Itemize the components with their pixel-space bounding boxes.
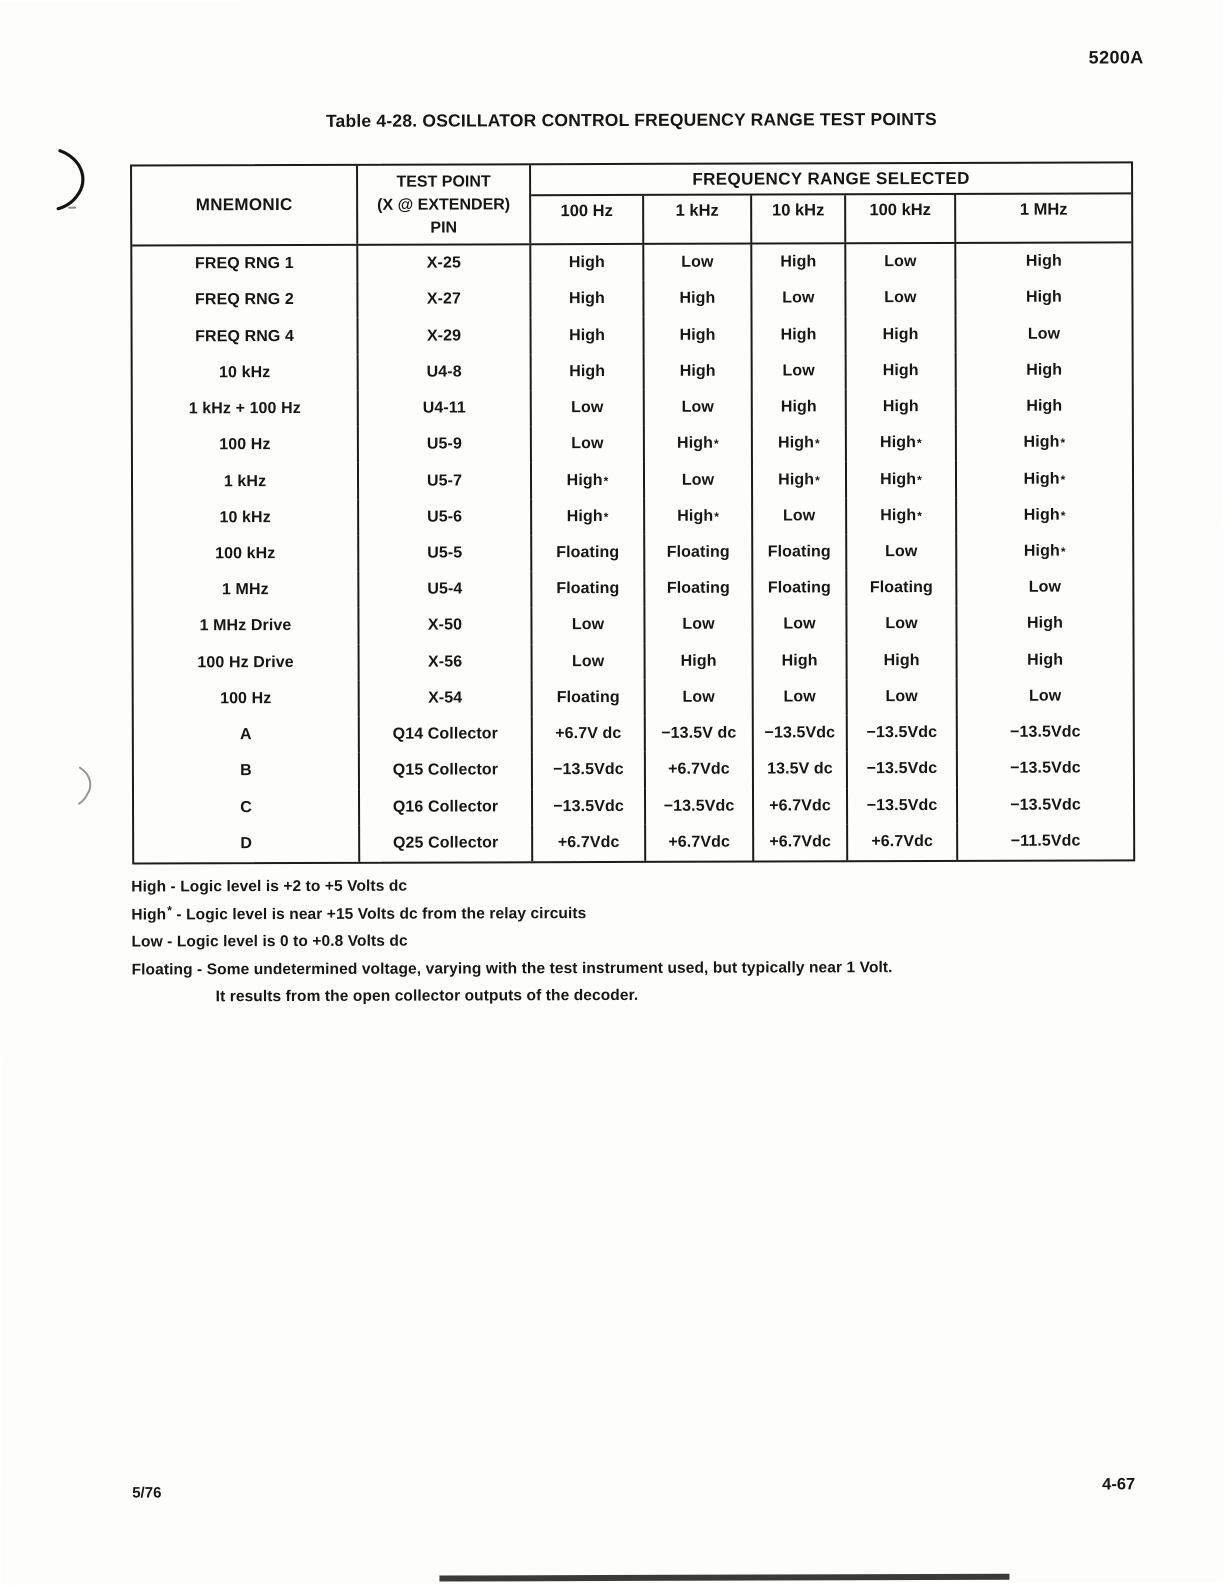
value-cell: High: [645, 353, 753, 390]
test-point-cell: U5-4: [359, 571, 532, 608]
value-cell: High: [847, 353, 957, 390]
frequency-column-headers: [531, 194, 1131, 243]
value-cell: −13.5Vdc: [1009, 723, 1081, 741]
value-cell: −13.5V dc: [646, 716, 754, 753]
value-cell: Floating: [532, 571, 645, 608]
test-point-cell: X-50: [359, 608, 532, 645]
value-cell: High: [847, 389, 957, 426]
value-cell: Low: [753, 607, 847, 644]
value-cell: High: [644, 281, 752, 318]
test-point-cell: U5-6: [359, 499, 532, 536]
table-row: [132, 243, 1131, 282]
value-cell: Floating: [645, 571, 753, 608]
value-cell: High *: [753, 425, 847, 462]
test-point-header-line: TEST POINT: [396, 172, 491, 191]
value-cell: −13.5Vdc: [533, 788, 646, 825]
value-cell: High: [753, 389, 847, 426]
test-point-cell: U5-9: [359, 426, 532, 463]
value-cell: High: [754, 643, 848, 680]
test-point-cell: Q15 Collector: [360, 753, 533, 790]
mnemonic-cell: 100 kHz: [133, 536, 359, 573]
value-cell: −13.5Vdc: [848, 715, 958, 752]
value-cell: High: [847, 316, 957, 353]
table-row: [133, 388, 1132, 427]
value-cell: Low: [753, 498, 847, 535]
table-row: [133, 569, 1132, 608]
mnemonic-cell: 1 kHz: [133, 463, 359, 500]
value-cell: Low: [532, 426, 645, 463]
value-cell: High: [531, 281, 644, 318]
freq-column-header: 1 MHz: [1019, 200, 1068, 219]
test-point-cell: X-56: [360, 644, 533, 681]
table-row: [133, 425, 1132, 464]
value-cell: High *: [847, 425, 957, 462]
test-point-cell: X-54: [360, 680, 533, 717]
value-cell: −11.5Vdc: [1010, 832, 1081, 850]
value-cell: High *: [847, 498, 957, 535]
mnemonic-cell: 10 kHz: [133, 499, 359, 536]
value-cell: Low: [1029, 687, 1062, 705]
test-point-cell: U5-5: [359, 535, 532, 572]
value-cell: Floating: [847, 570, 957, 607]
freq-column-header: 100 Hz: [531, 196, 644, 243]
value-cell: Low: [532, 390, 645, 427]
table-row: [132, 280, 1131, 319]
value-cell: Low: [754, 679, 848, 716]
mnemonic-cell: FREQ RNG 4: [133, 318, 359, 355]
value-cell: Low: [1028, 578, 1062, 596]
test-point-cell: U4-11: [359, 390, 532, 427]
value-cell: 13.5V dc: [754, 752, 848, 789]
table-header: [132, 163, 1131, 246]
value-cell: High: [646, 643, 754, 680]
table-row: [134, 751, 1133, 790]
mnemonic-cell: 10 kHz: [133, 354, 359, 391]
value-cell: Floating: [753, 534, 847, 571]
value-cell: High: [645, 317, 753, 354]
value-cell: High: [753, 317, 847, 354]
value-cell: High *: [645, 426, 753, 463]
value-cell: High: [532, 354, 645, 391]
mnemonic-cell: 1 kHz + 100 Hz: [133, 391, 359, 428]
value-cell: Low: [847, 534, 957, 571]
value-cell: Low: [645, 462, 753, 499]
mnemonic-cell: 100 Hz Drive: [134, 644, 360, 681]
value-cell: High: [752, 244, 846, 281]
value-cell: High: [1027, 651, 1064, 669]
value-cell: Low: [645, 389, 753, 426]
mnemonic-cell: 100 Hz: [134, 681, 360, 718]
table-row: [133, 461, 1132, 500]
value-cell: High: [1025, 252, 1062, 270]
value-cell: Low: [846, 244, 956, 281]
value-cell: Low: [532, 607, 645, 644]
table-row: [134, 787, 1133, 826]
value-cell: Low: [752, 280, 846, 317]
value-cell: High *: [1023, 470, 1066, 488]
mnemonic-column-header: MNEMONIC: [132, 166, 358, 245]
value-cell: High: [532, 317, 645, 354]
value-cell: High *: [532, 462, 645, 499]
value-cell: High: [531, 245, 644, 282]
test-point-cell: X-27: [358, 281, 531, 318]
value-cell: Floating: [532, 535, 645, 572]
value-cell: +6.7Vdc: [646, 752, 754, 789]
value-cell: High: [1026, 397, 1063, 415]
value-cell: Low: [533, 643, 646, 680]
mnemonic-cell: FREQ RNG 1: [132, 246, 358, 283]
freq-column-header: 1 kHz: [644, 196, 752, 243]
frequency-range-header-block: [531, 163, 1131, 243]
mnemonic-cell: D: [134, 826, 360, 863]
value-cell: +6.7Vdc: [646, 824, 754, 861]
doc-number: 5200A: [1088, 47, 1144, 68]
value-cell: Low: [848, 679, 958, 716]
table-row: [133, 352, 1132, 391]
table-row: [133, 533, 1132, 572]
test-point-cell: X-25: [358, 245, 531, 282]
value-cell: Low: [644, 245, 752, 282]
table-row: [133, 497, 1132, 536]
table-row: [133, 606, 1132, 645]
test-point-cell: U4-8: [359, 354, 532, 391]
value-cell: High *: [753, 462, 847, 499]
test-point-cell: Q14 Collector: [360, 716, 533, 753]
test-point-cell: Q25 Collector: [360, 825, 533, 862]
footnote-line: It results from the open collector outputs of the decoder.: [215, 986, 639, 1006]
scan-artifact-speck: [68, 207, 76, 209]
value-cell: Floating: [645, 534, 753, 571]
value-cell: +6.7Vdc: [754, 788, 848, 825]
value-cell: −13.5Vdc: [848, 751, 958, 788]
page-number: 4-67: [1102, 1475, 1136, 1494]
mnemonic-cell: 1 MHz Drive: [133, 608, 359, 645]
mnemonic-cell: FREQ RNG 2: [132, 282, 358, 319]
scan-artifact-bar: [439, 1574, 1009, 1582]
value-cell: Low: [846, 280, 956, 317]
mnemonic-cell: A: [134, 717, 360, 754]
value-cell: High: [1026, 361, 1063, 379]
mnemonic-cell: 1 MHz: [133, 572, 359, 609]
value-cell: −13.5Vdc: [754, 715, 848, 752]
footnote-line: Low - Logic level is 0 to +0.8 Volts dc: [131, 932, 408, 951]
freq-column-header: 10 kHz: [752, 195, 846, 242]
mnemonic-cell: 100 Hz: [133, 427, 359, 464]
value-cell: Low: [646, 679, 754, 716]
mnemonic-cell: C: [134, 789, 360, 826]
value-cell: High: [1025, 288, 1062, 307]
value-cell: Low: [645, 607, 753, 644]
value-cell: High: [1026, 615, 1063, 633]
value-cell: Low: [1027, 325, 1061, 343]
footnote-legend: [131, 870, 1091, 1011]
value-cell: −13.5Vdc: [646, 788, 754, 825]
table-title: Table 4-28. OSCILLATOR CONTROL FREQUENCY RANGE TEST POINTS: [325, 108, 937, 131]
scan-artifact-arc-middle: [76, 766, 98, 806]
value-cell: Floating: [753, 570, 847, 607]
value-cell: High: [848, 642, 958, 679]
mnemonic-cell: B: [134, 753, 360, 790]
scan-artifact-arc-top: [54, 148, 94, 212]
value-cell: High *: [1023, 433, 1066, 451]
footnote-line: Floating - Some undetermined voltage, varying with the test instrument used, but typically near 1 Volt.: [131, 958, 893, 979]
test-point-cell: Q16 Collector: [360, 789, 533, 826]
table-row: [134, 714, 1133, 753]
value-cell: +6.7V dc: [533, 716, 646, 753]
table-row: [134, 823, 1133, 862]
value-cell: +6.7Vdc: [848, 824, 958, 861]
frequency-range-title: FREQUENCY RANGE SELECTED: [531, 163, 1131, 196]
test-point-header-line: PIN: [430, 218, 458, 237]
footnote-line: High - Logic level is +2 to +5 Volts dc: [131, 877, 408, 896]
oscillator-test-points-table: [130, 161, 1135, 864]
table-row: [133, 316, 1132, 355]
table-row: [134, 642, 1133, 681]
test-point-header-line: (X @ EXTENDER): [377, 195, 511, 214]
value-cell: High *: [847, 461, 957, 498]
value-cell: Low: [847, 606, 957, 643]
value-cell: High *: [645, 498, 753, 535]
value-cell: −13.5Vdc: [1010, 796, 1081, 814]
table-body: [132, 243, 1133, 862]
value-cell: −13.5Vdc: [848, 787, 958, 824]
value-cell: High *: [532, 499, 645, 536]
value-cell: Floating: [533, 680, 646, 717]
value-cell: +6.7Vdc: [533, 825, 646, 862]
value-cell: High *: [1023, 542, 1066, 560]
footer-date: 5/76: [132, 1484, 162, 1502]
test-point-cell: X-29: [359, 318, 532, 355]
value-cell: +6.7Vdc: [754, 824, 848, 861]
value-cell: −13.5Vdc: [533, 752, 646, 789]
test-point-cell: U5-7: [359, 463, 532, 500]
value-cell: Low: [753, 353, 847, 390]
table-row: [134, 678, 1133, 717]
test-point-column-header: [358, 165, 531, 244]
footnote-line: High* - Logic level is near +15 Volts dc from the relay circuits: [131, 902, 587, 924]
value-cell: −13.5Vdc: [1010, 759, 1081, 778]
value-cell: High *: [1023, 506, 1066, 524]
freq-column-header: 100 kHz: [846, 195, 956, 242]
